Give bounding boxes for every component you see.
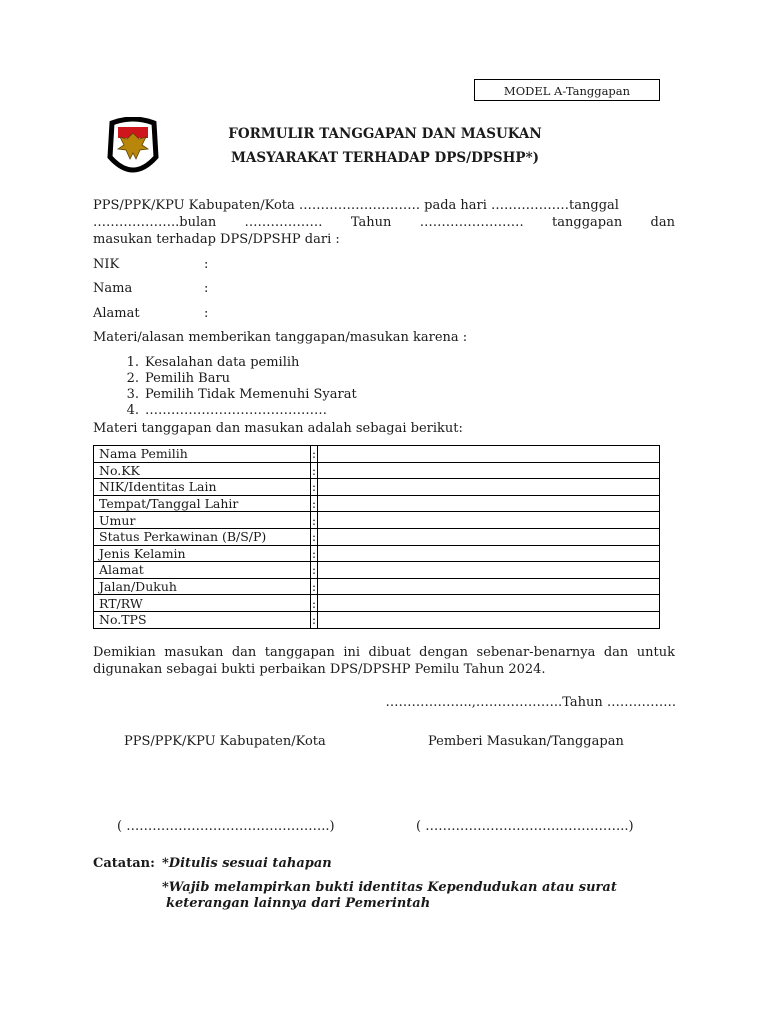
list-item: 3. Pemilih Tidak Memenuhi Syarat xyxy=(126,387,357,402)
reason-heading: Materi/alasan memberikan tanggapan/masukan karena : xyxy=(93,330,468,345)
table-input-cell[interactable] xyxy=(318,495,660,512)
left-signature-line: ( ………………………………………..) xyxy=(117,819,335,834)
intro-line1: PPS/PPK/KPU Kabupaten/Kota ………………………. pada hari ………………tanggal xyxy=(93,198,619,213)
field-nama-label: Nama xyxy=(93,281,133,296)
form-title-line1: FORMULIR TANGGAPAN DAN MASUKAN xyxy=(228,126,542,142)
right-signature-line: ( ………………………………………..) xyxy=(416,819,634,834)
list-item: 4. …………………………………… xyxy=(126,403,327,418)
table-row: Status Perkawinan (B/S/P) : xyxy=(94,528,660,545)
note-1: *Ditulis sesuai tahapan xyxy=(162,856,332,871)
table-row: Umur : xyxy=(94,512,660,529)
table-input-cell[interactable] xyxy=(318,479,660,496)
table-heading: Materi tanggapan dan masukan adalah sebagai berikut: xyxy=(93,421,463,436)
field-nik-label: NIK xyxy=(93,257,120,272)
table-row: Jenis Kelamin : xyxy=(94,545,660,562)
closing-line2: digunakan sebagai bukti perbaikan DPS/DPSHP Pemilu Tahun 2024. xyxy=(93,662,546,677)
table-input-cell[interactable] xyxy=(318,462,660,479)
table-row: Tempat/Tanggal Lahir : xyxy=(94,495,660,512)
note-2-line2: keterangan lainnya dari Pemerintah xyxy=(166,896,431,911)
table-input-cell[interactable] xyxy=(318,528,660,545)
place-date-line: ………………..,………………..Tahun ……………. xyxy=(385,695,676,710)
closing-line1: Demikian masukan dan tanggapan ini dibuat dengan sebenar-benarnya dan untuk xyxy=(93,645,675,660)
note-2-line1: *Wajib melampirkan bukti identitas Kependudukan atau surat xyxy=(162,880,617,895)
field-alamat-colon: : xyxy=(204,306,209,321)
form-title-line2: MASYARAKAT TERHADAP DPS/DPSHP*) xyxy=(230,150,540,166)
table-row: Alamat : xyxy=(94,562,660,579)
left-signature-title: PPS/PPK/KPU Kabupaten/Kota xyxy=(124,734,326,749)
reason-list xyxy=(93,355,357,419)
table-input-cell[interactable] xyxy=(318,595,660,612)
table-input-cell[interactable] xyxy=(318,562,660,579)
voter-data-table xyxy=(93,445,660,629)
table-row: No.TPS : xyxy=(94,611,660,628)
list-item: 1. Kesalahan data pemilih xyxy=(126,355,300,370)
table-row: Nama Pemilih : xyxy=(94,446,660,463)
kpu-logo xyxy=(106,117,160,177)
intro-line2: ………………..bulan ……………… Tahun …………………… tanggapan dan xyxy=(93,215,675,230)
table-row: No.KK : xyxy=(94,462,660,479)
table-row: Jalan/Dukuh : xyxy=(94,578,660,595)
table-input-cell[interactable] xyxy=(318,578,660,595)
intro-line3: masukan terhadap DPS/DPSHP dari : xyxy=(93,232,340,247)
model-label-box: MODEL A-Tanggapan xyxy=(474,79,660,101)
table-input-cell[interactable] xyxy=(318,512,660,529)
list-item: 2. Pemilih Baru xyxy=(126,371,231,386)
table-row: NIK/Identitas Lain : xyxy=(94,479,660,496)
notes-label: Catatan: xyxy=(93,856,155,871)
table-input-cell[interactable] xyxy=(318,545,660,562)
table-input-cell[interactable] xyxy=(318,611,660,628)
field-nama-colon: : xyxy=(204,281,209,296)
table-input-cell[interactable] xyxy=(318,446,660,463)
right-signature-title: Pemberi Masukan/Tanggapan xyxy=(428,734,624,749)
table-row: RT/RW : xyxy=(94,595,660,612)
field-alamat-label: Alamat xyxy=(93,306,140,321)
field-nik-colon: : xyxy=(204,257,209,272)
